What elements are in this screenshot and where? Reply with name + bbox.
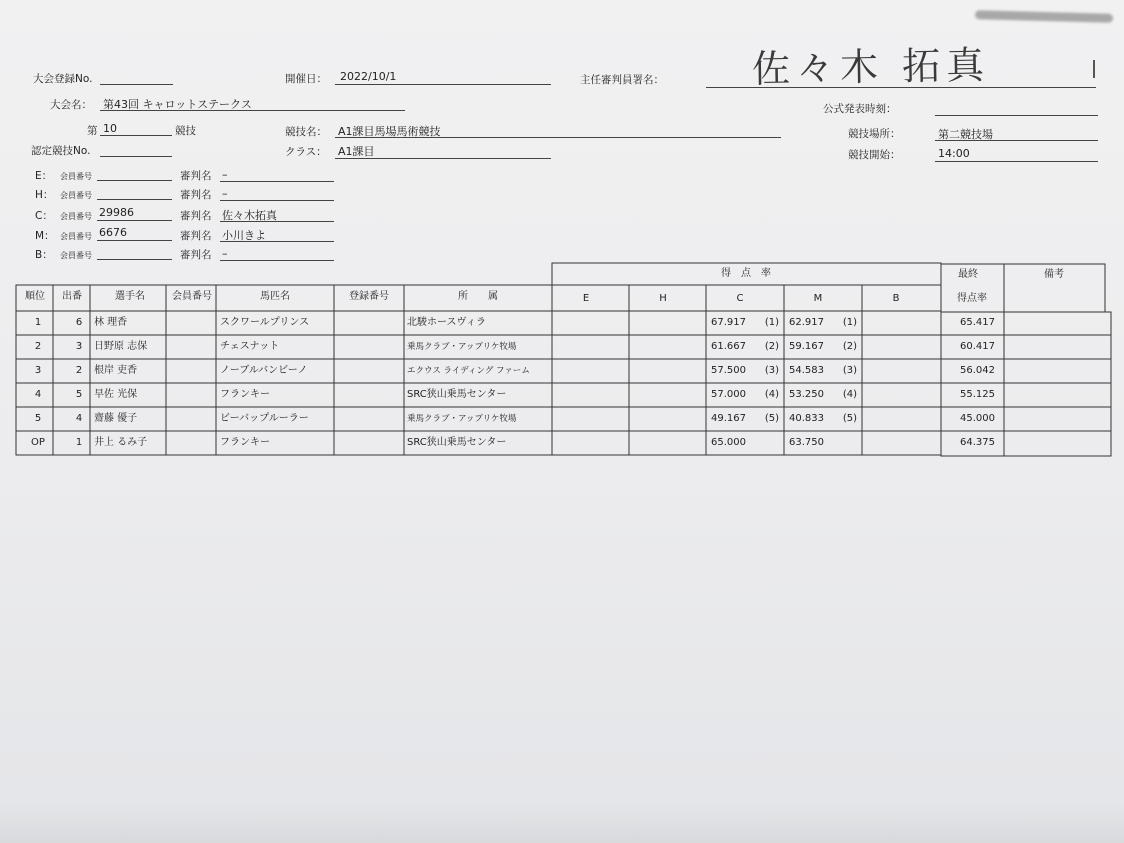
judge-name-value: –: [222, 187, 228, 200]
member-no-label: 会員番号: [60, 251, 92, 260]
cell-m-rank: (2): [842, 341, 857, 352]
cell-rank: OP: [31, 437, 45, 448]
col-header-b: B: [892, 293, 900, 304]
cell-c: 49.167: [711, 413, 746, 424]
cell-rider: 早佐 光保: [94, 389, 138, 400]
date-value: 2022/10/1: [340, 70, 397, 83]
final-header-line1: 最終: [958, 269, 978, 280]
judge-name-label: 審判名: [180, 210, 212, 222]
event-name-value: 第43回 キャロットステークス: [103, 98, 252, 111]
cell-rank: 4: [34, 389, 42, 400]
member-no-label: 会員番号: [60, 172, 92, 181]
cell-c-rank: (3): [764, 365, 779, 376]
cell-c: 61.667: [711, 341, 746, 352]
judge-position: C：: [35, 210, 53, 222]
cell-order: 6: [75, 317, 83, 328]
judge-name-value: –: [222, 168, 228, 181]
cell-m: 53.250: [789, 389, 824, 400]
col-header-m: M: [813, 293, 823, 304]
cell-club: 乗馬クラブ・アップリケ牧場: [407, 342, 517, 352]
competition-prefix: 第: [87, 125, 98, 137]
cell-c-rank: (5): [764, 413, 779, 424]
cell-m: 54.583: [789, 365, 824, 376]
cell-horse: フランキー: [220, 437, 270, 448]
cell-rider: 井上 るみ子: [94, 437, 148, 448]
cell-horse: スクワールプリンス: [220, 317, 310, 328]
col-header-registration-no: 登録番号: [349, 291, 389, 302]
cell-final: 60.417: [960, 341, 995, 352]
official-time-label: 公式発表時刻：: [823, 103, 897, 115]
cell-c-rank: (2): [764, 341, 779, 352]
chief-judge-label: 主任審判員署名：: [580, 74, 664, 86]
cell-m-rank: (1): [842, 317, 857, 328]
class-label: クラス：: [285, 146, 327, 158]
col-header-h: H: [659, 293, 667, 304]
judge-position: E：: [35, 170, 53, 182]
cell-final: 64.375: [960, 437, 995, 448]
cell-m: 59.167: [789, 341, 824, 352]
judge-name-value: 小川きよ: [222, 229, 266, 242]
col-header-rider: 選手名: [115, 291, 145, 302]
cell-club: SRC狭山乗馬センター: [407, 437, 507, 448]
judge-position: H：: [35, 189, 54, 201]
cell-horse: ビーバップルーラー: [220, 413, 309, 424]
col-header-e: E: [582, 293, 590, 304]
cell-rider: 林 理香: [94, 317, 128, 328]
registration-no-label: 大会登録No.: [33, 73, 93, 85]
cell-c: 57.500: [711, 365, 746, 376]
cell-rank: 3: [34, 365, 42, 376]
cell-m: 40.833: [789, 413, 824, 424]
cell-m-rank: (4): [842, 389, 857, 400]
cell-final: 55.125: [960, 389, 995, 400]
judge-name-value: 佐々木拓真: [222, 209, 277, 222]
judge-name-label: 審判名: [180, 249, 212, 261]
score-rate-group-header: 得 点 率: [721, 268, 771, 279]
judge-position: B：: [35, 249, 53, 261]
cell-m-rank: (5): [842, 413, 857, 424]
cell-order: 3: [75, 341, 83, 352]
competition-number: 10: [103, 122, 117, 135]
cell-m: 62.917: [789, 317, 824, 328]
col-header-affiliation: 所 属: [458, 291, 498, 302]
cell-c-rank: (4): [764, 389, 779, 400]
certified-no-label: 認定競技No.: [31, 145, 91, 157]
member-no-label: 会員番号: [60, 212, 92, 221]
final-header-line2: 得点率: [957, 293, 987, 304]
cell-club: エクウス ライディング ファーム: [407, 366, 530, 376]
member-no-label: 会員番号: [60, 191, 92, 200]
cell-rank: 1: [34, 317, 42, 328]
cell-horse: ノーブルバンビーノ: [220, 365, 308, 376]
judge-name-label: 審判名: [180, 189, 212, 201]
col-header-member-no: 会員番号: [172, 291, 212, 302]
judge-name-label: 審判名: [180, 230, 212, 242]
cell-order: 1: [75, 437, 83, 448]
chief-judge-signature: 佐々木 拓真: [751, 42, 991, 92]
event-name-label: 大会名：: [50, 99, 92, 111]
cell-club: 北駿ホースヴィラ: [407, 317, 486, 328]
date-label: 開催日：: [285, 73, 327, 85]
competition-name-value: A1課目馬場馬術競技: [338, 125, 441, 138]
col-header-rank: 順位: [25, 291, 45, 302]
cell-final: 45.000: [960, 413, 995, 424]
col-header-c: C: [736, 293, 744, 304]
cell-order: 5: [75, 389, 83, 400]
cell-m-rank: (3): [842, 365, 857, 376]
cell-final: 56.042: [960, 365, 995, 376]
cell-c: 57.000: [711, 389, 746, 400]
cell-horse: チェスナット: [220, 341, 280, 352]
start-time-value: 14:00: [938, 147, 970, 160]
venue-label: 競技場所：: [848, 128, 901, 140]
cell-c: 65.000: [711, 437, 746, 448]
member-no-value: 6676: [99, 226, 127, 239]
remarks-header: 備考: [1044, 269, 1064, 280]
member-no-label: 会員番号: [60, 232, 92, 241]
cell-rider: 根岸 吏香: [94, 365, 138, 376]
cell-club: 乗馬クラブ・アップリケ牧場: [407, 414, 517, 424]
cell-rider: 齋藤 優子: [94, 413, 138, 424]
cell-rider: 日野原 志保: [94, 341, 148, 352]
class-value: A1課目: [338, 145, 375, 158]
start-time-label: 競技開始：: [848, 149, 901, 161]
judge-name-label: 審判名: [180, 170, 212, 182]
cell-rank: 2: [34, 341, 42, 352]
col-header-order: 出番: [62, 291, 82, 302]
cell-c: 67.917: [711, 317, 746, 328]
cell-rank: 5: [34, 413, 42, 424]
competition-name-label: 競技名：: [285, 126, 327, 138]
cell-c-rank: (1): [764, 317, 779, 328]
competition-suffix: 競技: [175, 125, 196, 137]
cell-order: 4: [75, 413, 83, 424]
cell-horse: フランキー: [220, 389, 270, 400]
venue-value: 第二競技場: [938, 128, 993, 141]
col-header-horse: 馬匹名: [260, 291, 290, 302]
cell-final: 65.417: [960, 317, 995, 328]
judge-name-value: –: [222, 247, 228, 260]
member-no-value: 29986: [99, 206, 134, 219]
page-shadow: [0, 803, 1124, 843]
cell-club: SRC狭山乗馬センター: [407, 389, 507, 400]
judge-position: M：: [35, 230, 55, 242]
cell-m: 63.750: [789, 437, 824, 448]
cell-order: 2: [75, 365, 83, 376]
